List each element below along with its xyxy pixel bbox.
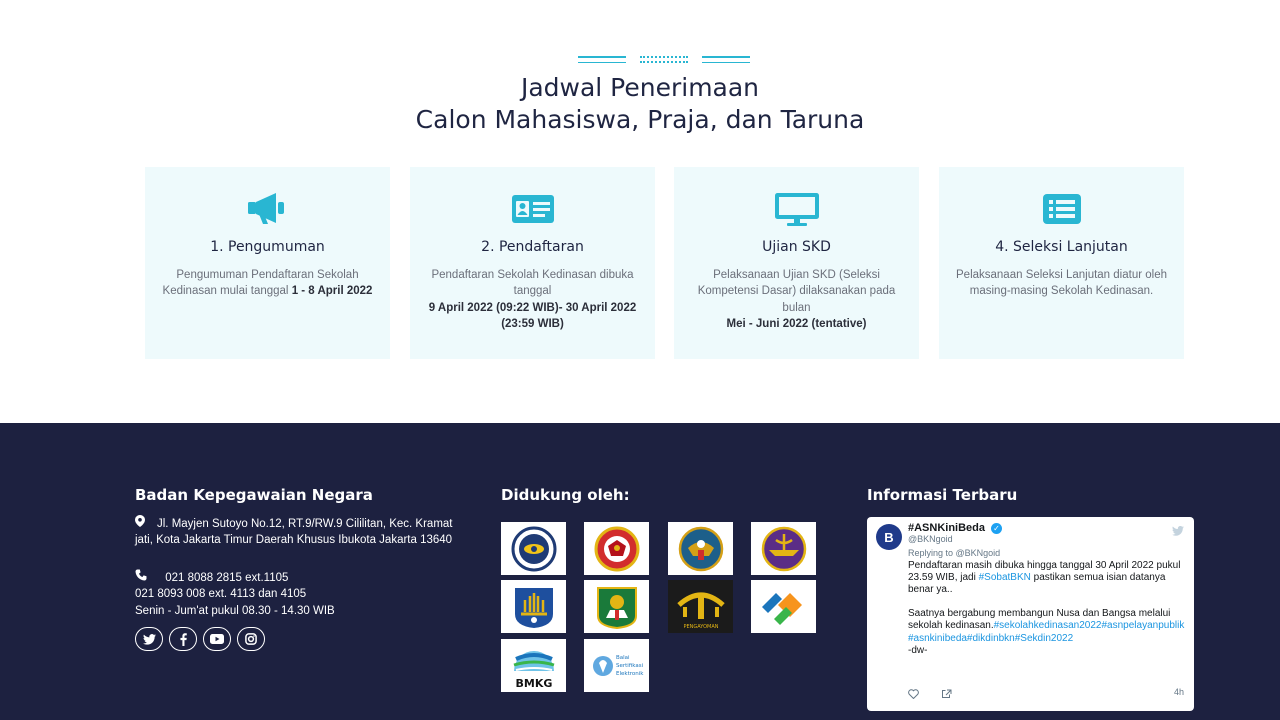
footer-supported-title: Didukung oleh:: [501, 486, 630, 504]
list-icon: [939, 191, 1184, 227]
facebook-button[interactable]: [169, 627, 197, 651]
footer-contact: [135, 569, 465, 619]
bmkg-logo-icon: [504, 641, 564, 691]
partner-logos: [501, 522, 821, 694]
tweet-text: Pendaftaran masih dibuka hingga tanggal 30 April 2022 pukul 23.59 WIB, jadi: [908, 560, 1181, 584]
bsre-logo-icon: [587, 643, 647, 689]
instagram-icon: [245, 633, 257, 645]
tweet-body: [908, 560, 1190, 657]
footer-info-title: Informasi Terbaru: [867, 486, 1018, 504]
title-decoration: [578, 53, 750, 63]
kemenkeu-logo-icon: [511, 584, 557, 630]
phone-primary: 021 8088 2815 ext.1105: [165, 572, 289, 584]
card-description: [426, 267, 639, 332]
logo-bpkp[interactable]: [668, 522, 733, 575]
tweet-reply-to: [908, 548, 1000, 558]
asn-logo-icon: [511, 526, 557, 572]
bsre-text-line2: Sertifikasi: [615, 662, 643, 669]
card-title: 2. Pendaftaran: [481, 239, 584, 255]
heart-icon[interactable]: [908, 686, 919, 704]
card-description: [690, 267, 903, 332]
logo-bin[interactable]: [584, 522, 649, 575]
kemenag-logo-icon: [594, 584, 640, 630]
twitter-icon: [143, 634, 156, 645]
card-desc-text: Pendaftaran Sekolah Kedinasan dibuka tanggal: [431, 269, 634, 298]
tweet-text: Saatnya bergabung membangun Nusa dan Bangsa melalui sekolah kedinasan.: [908, 608, 1171, 632]
share-icon[interactable]: [941, 686, 952, 704]
tweet-author-name[interactable]: #ASNKiniBeda: [908, 522, 986, 534]
card-description: [161, 267, 374, 300]
youtube-icon: [210, 634, 224, 644]
card-ujian-skd: [674, 167, 919, 359]
kemenhub-logo-icon: [761, 526, 807, 572]
decoration-line-left: [578, 56, 626, 63]
tweet-text: pastikan semua isian datanya benar ya..: [908, 572, 1166, 596]
reply-handle[interactable]: @BKNgoid: [955, 548, 1001, 558]
decoration-line-middle: [640, 56, 688, 63]
tweet-author-handle[interactable]: @BKNgoid: [908, 534, 953, 544]
logo-kemenag[interactable]: [584, 580, 649, 633]
office-hours: Senin - Jum'at pukul 08.30 - 14.30 WIB: [135, 604, 335, 617]
id-card-icon: [410, 191, 655, 227]
instagram-button[interactable]: [237, 627, 265, 651]
monitor-icon: [674, 191, 919, 227]
card-pendaftaran: [410, 167, 655, 359]
section-title-line2: Calon Mahasiswa, Praja, dan Taruna: [415, 105, 865, 134]
schedule-cards: [145, 167, 1184, 359]
pengayoman-logo-icon: [671, 583, 731, 631]
logo-balai-sertifikasi[interactable]: [584, 639, 649, 692]
tweet-actions: [908, 683, 1184, 697]
tweet-hashtag[interactable]: #SobatBKN: [978, 572, 1031, 584]
twitter-button[interactable]: [135, 627, 163, 651]
bmkg-logo-text: BMKG: [515, 676, 552, 690]
card-desc-text: Pelaksanaan Seleksi Lanjutan diatur oleh masing-masing Sekolah Kedinasan.: [956, 269, 1167, 298]
footer-org-title: Badan Kepegawaian Negara: [135, 486, 373, 504]
card-title: 1. Pengumuman: [210, 239, 325, 255]
card-seleksi-lanjutan: [939, 167, 1184, 359]
card-desc-text: Pengumuman Pendaftaran Sekolah Kedinasan mulai tanggal: [162, 269, 359, 298]
card-description: [955, 267, 1168, 300]
pengayoman-logo-text: PENGAYOMAN: [682, 623, 719, 630]
twitter-embed[interactable]: [867, 517, 1194, 711]
logo-bmkg[interactable]: [501, 639, 566, 692]
bsre-text-line1: Balai: [615, 654, 630, 661]
tweet-timestamp[interactable]: 4h: [1173, 687, 1184, 697]
avatar[interactable]: B: [876, 524, 902, 550]
section-title-line1: Jadwal Penerimaan: [520, 73, 760, 102]
logo-kemenhub[interactable]: [751, 522, 816, 575]
footer-address: [135, 515, 465, 549]
facebook-icon: [180, 633, 187, 646]
bps-logo-icon: [756, 585, 812, 629]
map-pin-icon: [135, 515, 149, 532]
card-title: 4. Seleksi Lanjutan: [995, 239, 1128, 255]
card-desc-bold: 1 - 8 April 2022: [291, 285, 373, 298]
card-title: Ujian SKD: [762, 239, 831, 255]
footer: [0, 423, 1280, 720]
card-desc-bold: Mei - Juni 2022 (tentative): [726, 317, 867, 330]
section-title: [0, 72, 1280, 136]
youtube-button[interactable]: [203, 627, 231, 651]
megaphone-icon: [145, 191, 390, 227]
logo-bps[interactable]: [751, 580, 816, 633]
bsre-text-line3: Elektronik: [615, 670, 643, 677]
card-desc-text: Pelaksanaan Ujian SKD (Seleksi Kompetensi Dasar) dilaksanakan pada bulan: [697, 269, 896, 314]
logo-asn[interactable]: [501, 522, 566, 575]
reply-prefix: Replying to: [908, 548, 956, 558]
phone-secondary: 021 8093 008 ext. 4113 dan 4105: [135, 588, 307, 601]
card-pengumuman: [145, 167, 390, 359]
logo-kemenkeu[interactable]: [501, 580, 566, 633]
card-desc-bold: 9 April 2022 (09:22 WIB)- 30 April 2022 (23:59 WIB): [428, 301, 637, 330]
verified-icon: ✓: [991, 523, 1002, 534]
decoration-line-right: [702, 56, 750, 63]
logo-pengayoman[interactable]: [668, 580, 733, 633]
address-text: Jl. Mayjen Sutoyo No.12, RT.9/RW.9 Cililitan, Kec. Kramat jati, Kota Jakarta Timur Daerah Khusus Ibukota Jakarta 13640: [135, 518, 453, 547]
tweet-hashtags[interactable]: #sekolahkedinasan2022#asnpelayanpublik #asnkinibeda#dikdinbkn#Sekdin2022: [908, 620, 1185, 644]
social-links: [135, 627, 265, 651]
twitter-bird-icon[interactable]: [1172, 523, 1184, 541]
tweet-signature: -dw-: [908, 644, 928, 656]
phone-icon: [135, 572, 150, 584]
bin-logo-icon: [594, 526, 640, 572]
bpkp-logo-icon: [678, 526, 724, 572]
